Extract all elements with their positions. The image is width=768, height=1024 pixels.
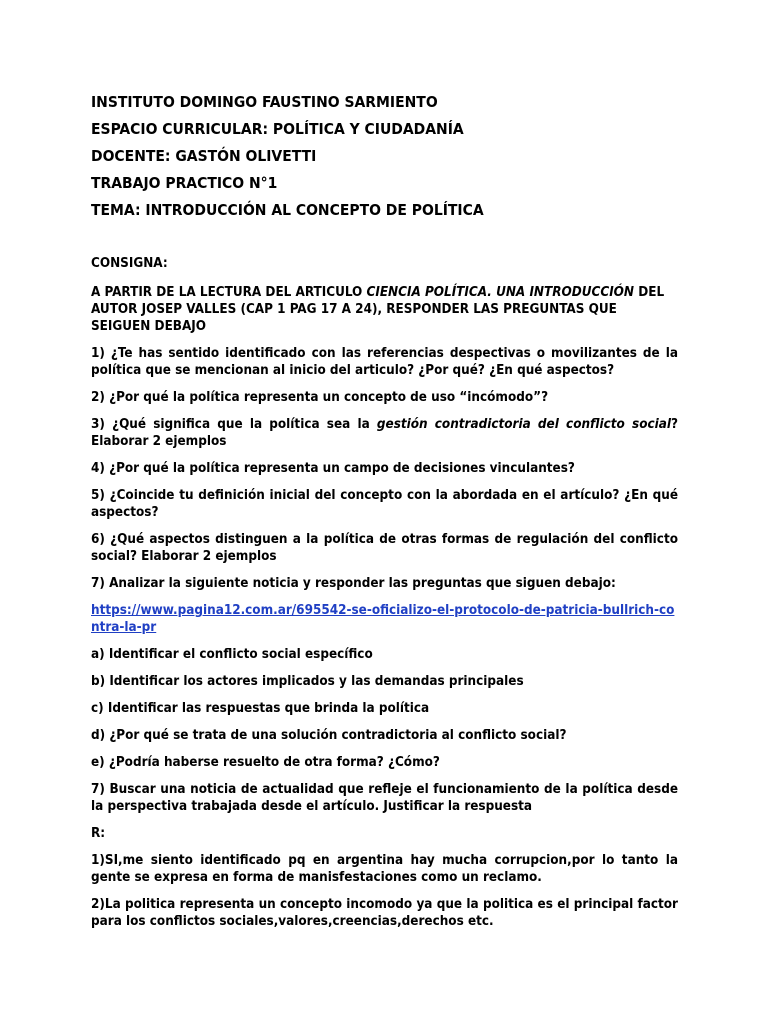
answer-1: 1)SI,me siento identificado pq en argentina hay mucha corrupcion,por lo tanto la gente se expresa en forma de manisfestaciones como un reclamo. — [91, 853, 678, 885]
question-6: 6) ¿Qué aspectos distinguen a la política de otras formas de regulación del conflicto social? Elaborar 2 ejemplos — [91, 532, 678, 564]
document-body — [91, 255, 678, 940]
question-3-rest: ? Elaborar 2 ejemplos — [91, 417, 678, 449]
consigna-intro-text: A PARTIR DE LA LECTURA DEL ARTICULO — [91, 285, 367, 300]
news-link[interactable]: https://www.pagina12.com.ar/695542-se-oficializo-el-protocolo-de-patricia-bullrich-contra-la-pr — [91, 603, 675, 635]
assignment-title: TRABAJO PRACTICO N°1 — [91, 174, 278, 192]
sub-question-c: c) Identificar las respuestas que brinda la política — [91, 701, 430, 716]
question-7: 7) Analizar la siguiente noticia y responder las preguntas que siguen debajo: — [91, 576, 616, 591]
question-3-emphasis: gestión contradictoria del conflicto social — [376, 417, 671, 432]
article-title: CIENCIA POLÍTICA. UNA INTRODUCCIÓN — [366, 285, 635, 300]
question-4: 4) ¿Por qué la política representa un campo de decisiones vinculantes? — [91, 461, 575, 476]
question-2: 2) ¿Por qué la política representa un concepto de uso “incómodo”? — [91, 390, 549, 405]
consigna-label: CONSIGNA: — [91, 256, 168, 271]
sub-question-e: e) ¿Podría haberse resuelto de otra forma? ¿Cómo? — [91, 755, 440, 770]
sub-question-a: a) Identificar el conflicto social específico — [91, 647, 373, 662]
question-3-text: 3) ¿Qué significa que la política sea la — [91, 417, 377, 432]
document-header — [91, 89, 691, 224]
answer-2: 2)La politica representa un concepto incomodo ya que la politica es el principal factor para los conflictos sociales,valores,creencias,derechos etc. — [91, 897, 678, 929]
question-3 — [91, 416, 678, 450]
question-5: 5) ¿Coincide tu definición inicial del concepto con la abordada en el artículo? ¿En qué aspectos? — [91, 488, 678, 520]
teacher-line: DOCENTE: GASTÓN OLIVETTI — [91, 147, 317, 165]
question-1: 1) ¿Te has sentido identificado con las referencias despectivas o movilizantes de la política que se mencionan al inicio del articulo? ¿Por qué? ¿En qué aspectos? — [91, 346, 678, 378]
sub-question-b: b) Identificar los actores implicados y las demandas principales — [91, 674, 524, 689]
answers-label: R: — [91, 826, 106, 841]
topic-line: TEMA: INTRODUCCIÓN AL CONCEPTO DE POLÍTICA — [91, 201, 484, 219]
subject-line: ESPACIO CURRICULAR: POLÍTICA Y CIUDADANÍA — [91, 120, 464, 138]
institute-name: INSTITUTO DOMINGO FAUSTINO SARMIENTO — [91, 93, 438, 111]
sub-question-d: d) ¿Por qué se trata de una solución contradictoria al conflicto social? — [91, 728, 567, 743]
consigna-intro-rest: DEL AUTOR JOSEP VALLES (CAP 1 PAG 17 A 24), RESPONDER LAS PREGUNTAS QUE SEIGUEN DEBAJO — [91, 285, 665, 334]
question-7b: 7) Buscar una noticia de actualidad que refleje el funcionamiento de la política desde la perspectiva trabajada desde el artículo. Justificar la respuesta — [91, 782, 678, 814]
consigna-intro — [91, 284, 678, 335]
news-link-paragraph — [91, 602, 678, 636]
